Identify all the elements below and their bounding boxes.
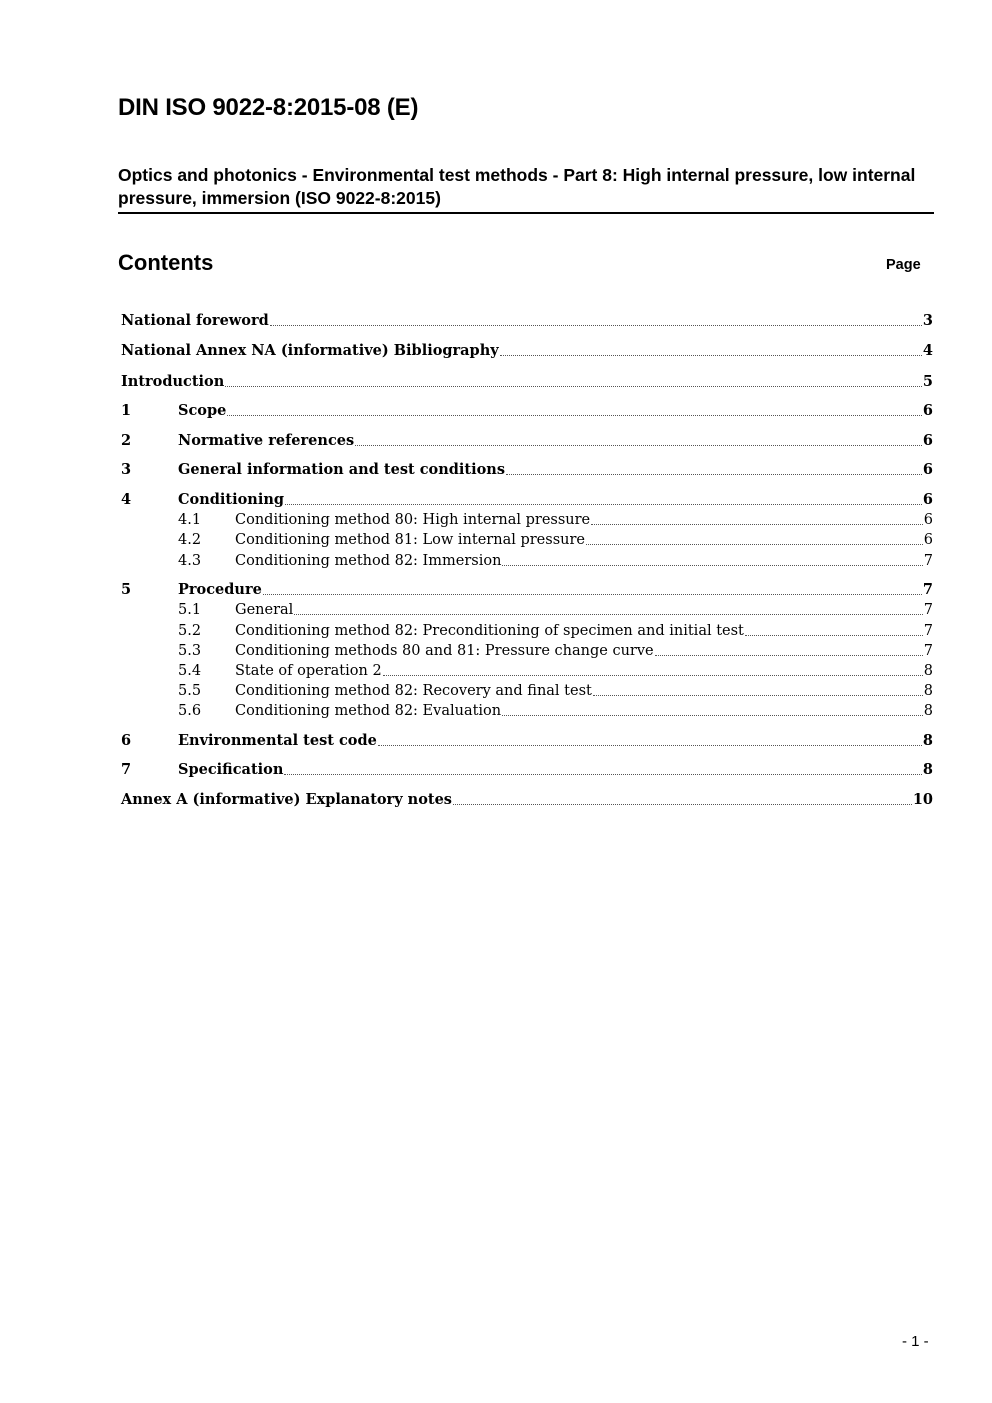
toc-entry-label: National Annex NA (informative) Bibliography (121, 342, 499, 359)
toc-entry-page: 10 (912, 791, 933, 808)
toc-entry-page: 6 (923, 512, 933, 528)
leader-dots (655, 654, 923, 656)
leader-dots (285, 503, 922, 505)
toc-entry-page: 8 (922, 732, 933, 749)
toc-entry-page: 7 (923, 553, 933, 569)
toc-entry-label: Normative references (178, 432, 355, 449)
toc-entry-number: 3 (121, 461, 132, 478)
toc-subentry[interactable] (121, 641, 933, 661)
toc-subentry[interactable] (121, 681, 933, 701)
page-column-label: Page (886, 257, 921, 273)
toc-entry[interactable] (121, 790, 933, 810)
toc-entry-page: 4 (922, 342, 933, 359)
leader-dots (355, 444, 922, 446)
leader-dots (227, 414, 922, 416)
toc-entry-label: Conditioning method 82: Evaluation (235, 703, 502, 719)
toc-entry-number: 4 (121, 491, 132, 508)
toc-entry-page: 6 (922, 491, 933, 508)
toc-subentry[interactable] (121, 701, 933, 721)
toc-entry-number: 1 (121, 402, 132, 419)
leader-dots (502, 564, 922, 566)
toc-entry-page: 8 (922, 761, 933, 778)
toc-entry-number: 5.2 (178, 623, 202, 639)
toc-subentry[interactable] (121, 530, 933, 550)
toc-entry-page: 7 (923, 643, 933, 659)
toc-entry[interactable] (121, 490, 933, 510)
toc-entry-number: 4.1 (178, 512, 202, 528)
toc-entry-number: 5.1 (178, 602, 202, 618)
toc-entry-label: Scope (178, 402, 227, 419)
toc-entry[interactable] (121, 311, 933, 331)
toc-entry[interactable] (121, 580, 933, 600)
toc-entry-page: 7 (922, 581, 933, 598)
leader-dots (586, 543, 923, 545)
toc-entry-number: 5.4 (178, 663, 202, 679)
toc-entry-number: 4.2 (178, 532, 202, 548)
leader-dots (745, 634, 923, 636)
toc-entry-label: State of operation 2 (235, 663, 382, 679)
toc-entry-label: Conditioning method 81: Low internal pressure (235, 532, 585, 548)
toc-entry-label: Conditioning method 80: High internal pressure (235, 512, 591, 528)
page-number: - 1 - (902, 1333, 929, 1350)
toc-entry[interactable] (121, 760, 933, 780)
leader-dots (294, 613, 922, 615)
toc-entry-number: 2 (121, 432, 132, 449)
contents-heading: Contents (118, 250, 214, 275)
leader-dots (591, 523, 923, 525)
leader-dots (383, 674, 923, 676)
toc-entry[interactable] (121, 341, 933, 361)
leader-dots (506, 473, 922, 475)
toc-entry-page: 7 (923, 623, 933, 639)
toc-entry[interactable] (121, 372, 933, 392)
toc-entry-page: 3 (922, 312, 933, 329)
leader-dots (225, 385, 922, 387)
toc-entry-page: 5 (922, 373, 933, 390)
toc-entry-label: General information and test conditions (178, 461, 506, 478)
toc-entry-label: Procedure (178, 581, 262, 598)
toc-entry-page: 6 (922, 402, 933, 419)
toc-subentry[interactable] (121, 621, 933, 641)
toc-entry-number: 5 (121, 581, 132, 598)
toc-entry-page: 8 (923, 683, 933, 699)
toc-entry-page: 8 (923, 703, 933, 719)
toc-entry-label: General (235, 602, 294, 618)
leader-dots (500, 354, 922, 356)
toc-subentry[interactable] (121, 600, 933, 620)
toc-entry-label: Conditioning (178, 491, 285, 508)
leader-dots (378, 744, 922, 746)
toc-entry-label: Conditioning method 82: Preconditioning of specimen and initial test (235, 623, 744, 639)
leader-dots (284, 773, 922, 775)
toc-entry[interactable] (121, 401, 933, 421)
toc-subentry[interactable] (121, 551, 933, 571)
toc-entry-number: 6 (121, 732, 132, 749)
leader-dots (453, 803, 912, 805)
toc-entry-number: 4.3 (178, 553, 202, 569)
leader-dots (263, 593, 922, 595)
toc-entry[interactable] (121, 731, 933, 751)
toc-entry-number: 7 (121, 761, 132, 778)
toc-entry-label: Annex A (informative) Explanatory notes (121, 791, 452, 808)
toc-entry-label: Specification (178, 761, 284, 778)
document-subtitle: Optics and photonics - Environmental test methods - Part 8: High internal pressure, low internal pressure, immersion (ISO 9022-8:2015) (118, 164, 934, 214)
toc-entry-page: 6 (922, 432, 933, 449)
leader-dots (270, 324, 922, 326)
toc-entry-page: 8 (923, 663, 933, 679)
toc-entry-label: Conditioning methods 80 and 81: Pressure change curve (235, 643, 654, 659)
toc-entry-label: Conditioning method 82: Immersion (235, 553, 502, 569)
toc-entry[interactable] (121, 431, 933, 451)
toc-entry-label: National foreword (121, 312, 269, 329)
document-title: DIN ISO 9022-8:2015-08 (E) (118, 94, 419, 121)
toc-entry-label: Conditioning method 82: Recovery and final test (235, 683, 592, 699)
toc-subentry[interactable] (121, 661, 933, 681)
toc-entry[interactable] (121, 460, 933, 480)
leader-dots (502, 714, 923, 716)
toc-entry-number: 5.5 (178, 683, 202, 699)
toc-entry-page: 7 (923, 602, 933, 618)
toc-subentry[interactable] (121, 510, 933, 530)
toc-entry-label: Environmental test code (178, 732, 377, 749)
toc-entry-number: 5.6 (178, 703, 202, 719)
toc-entry-page: 6 (923, 532, 933, 548)
leader-dots (593, 694, 923, 696)
toc-entry-page: 6 (922, 461, 933, 478)
toc-entry-label: Introduction (121, 373, 225, 390)
toc-entry-number: 5.3 (178, 643, 202, 659)
